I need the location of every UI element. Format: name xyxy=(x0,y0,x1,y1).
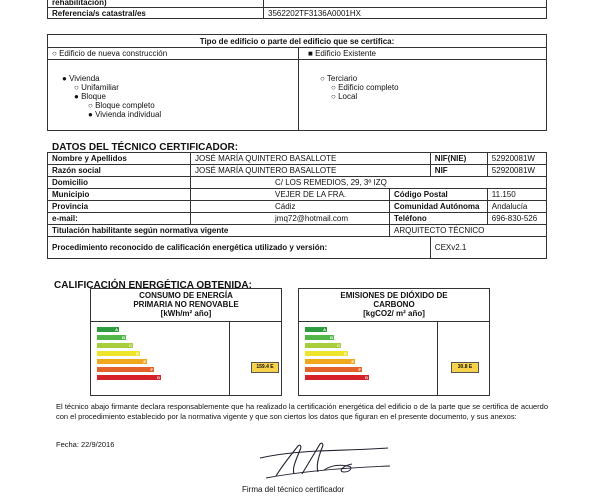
consumo-header-1: CONSUMO DE ENERGÍA xyxy=(139,291,233,300)
band-letter: D xyxy=(136,351,139,356)
technician-section-title: DATOS DEL TÉCNICO CERTIFICADOR: xyxy=(52,142,239,153)
declaration-text: El técnico abajo firmante declara responsablemente que ha realizado la certificación energética del edificio o de la parte que se certifica de acuerdo con el procedimiento establecido por la normativa vigente y que son ciertos los datos que figuran en el presente documento, y sus anexos: xyxy=(56,402,548,421)
firma-label: Firma del técnico certificador xyxy=(242,485,345,494)
radio-filled-icon: ■ xyxy=(308,49,313,58)
provincia-value: Cádiz xyxy=(191,201,390,213)
email-value: jmq72@hotmail.com xyxy=(191,213,390,225)
bullet-filled-icon: ● xyxy=(74,92,79,101)
cp-label: Código Postal xyxy=(390,189,488,201)
radio-empty-icon: ○ xyxy=(331,83,336,92)
consumo-panel xyxy=(90,288,282,396)
band-b xyxy=(97,335,126,340)
emisiones-panel xyxy=(298,288,490,396)
emisiones-header-1: EMISIONES DE DIÓXIDO DE xyxy=(340,291,448,300)
comunidad-value: Andalucía xyxy=(487,201,546,213)
nif-label: NIF xyxy=(430,165,487,177)
band-a xyxy=(97,327,119,332)
municipio-value: VEJER DE LA FRA. xyxy=(191,189,390,201)
email-label: e-mail: xyxy=(48,213,191,225)
bullet-filled-icon: ● xyxy=(62,74,67,83)
procedimiento-label: Procedimiento reconocido de calificación energética utilizado y versión: xyxy=(48,237,431,259)
band-letter: G xyxy=(364,375,368,380)
nif-value: 52920081W xyxy=(487,165,546,177)
cp-value: 11.150 xyxy=(487,189,546,201)
procedimiento-value: CEXv2.1 xyxy=(430,237,546,259)
consumo-value-box: 159.4 E xyxy=(251,362,279,373)
name-label: Nombre y Apellidos xyxy=(48,153,191,165)
razon-value: JOSÉ MARÍA QUINTERO BASALLOTE xyxy=(191,165,431,177)
nif-nie-label: NIF(NIE) xyxy=(430,153,487,165)
band-letter: A xyxy=(115,327,118,332)
option-existing[interactable]: ■ Edificio Existente xyxy=(308,49,376,58)
band-letter: F xyxy=(358,367,361,372)
radio-empty-icon: ○ xyxy=(320,74,325,83)
band-letter: E xyxy=(143,359,146,364)
signature-image xyxy=(258,436,398,484)
provincia-label: Provincia xyxy=(48,201,191,213)
band-letter: C xyxy=(337,343,340,348)
band-b xyxy=(305,335,334,340)
cadastral-table xyxy=(47,0,547,19)
band-a xyxy=(305,327,327,332)
consumo-scale xyxy=(97,325,227,391)
razon-label: Razón social xyxy=(48,165,191,177)
band-d xyxy=(97,351,140,356)
ref-label: Referencia/s catastral/es xyxy=(48,8,264,19)
rating-section-title: CALIFICACIÓN ENERGÉTICA OBTENIDA: xyxy=(54,280,252,291)
rehab-value xyxy=(264,0,547,8)
radio-empty-icon: ○ xyxy=(74,83,79,92)
band-e xyxy=(305,359,355,364)
nif-nie-value: 52920081W xyxy=(487,153,546,165)
consumo-header-2: PRIMARIA NO RENOVABLE xyxy=(133,300,239,309)
option-bloque[interactable]: ● Bloque xyxy=(74,92,106,101)
domicilio-label: Domicilio xyxy=(48,177,191,189)
consumo-unit: [kWh/m² año] xyxy=(160,309,212,318)
bullet-filled-icon: ● xyxy=(88,110,93,119)
option-edificio-completo[interactable]: ○ Edificio completo xyxy=(331,83,399,92)
radio-empty-icon: ○ xyxy=(52,49,57,58)
name-value: JOSÉ MARÍA QUINTERO BASALLOTE xyxy=(191,153,431,165)
fecha-label: Fecha: 22/9/2016 xyxy=(56,440,115,449)
band-e xyxy=(97,359,147,364)
building-type-box xyxy=(47,34,547,131)
band-letter: B xyxy=(122,335,125,340)
option-local[interactable]: ○ Local xyxy=(331,92,358,101)
option-vivienda[interactable]: ● Vivienda xyxy=(62,74,100,83)
option-vivienda-individual[interactable]: ● Vivienda individual xyxy=(88,110,162,119)
emisiones-scale xyxy=(305,325,435,391)
band-g xyxy=(97,375,161,380)
band-letter: A xyxy=(323,327,326,332)
band-letter: C xyxy=(129,343,132,348)
option-bloque-completo[interactable]: ○ Bloque completo xyxy=(88,101,155,110)
band-letter: E xyxy=(351,359,354,364)
building-type-header: Tipo de edificio o parte del edificio que se certifica: xyxy=(199,37,395,46)
titulacion-value: ARQUITECTO TÉCNICO xyxy=(390,225,547,237)
band-letter: F xyxy=(150,367,153,372)
comunidad-label: Comunidad Autónoma xyxy=(390,201,488,213)
band-f xyxy=(305,367,362,372)
option-terciario[interactable]: ○ Terciario xyxy=(320,74,358,83)
radio-empty-icon: ○ xyxy=(88,101,93,110)
band-c xyxy=(97,343,133,348)
technician-table xyxy=(47,152,547,259)
ref-value: 3562202TF3136A0001HX xyxy=(264,8,547,19)
titulacion-label: Titulación habilitante según normativa vigente xyxy=(48,225,390,237)
emisiones-unit: [kgCO2/ m² año] xyxy=(363,309,425,318)
band-c xyxy=(305,343,341,348)
band-f xyxy=(97,367,154,372)
band-d xyxy=(305,351,348,356)
band-letter: B xyxy=(330,335,333,340)
option-unifamiliar[interactable]: ○ Unifamiliar xyxy=(74,83,119,92)
option-new-construction[interactable]: ○ Edificio de nueva construcción xyxy=(52,49,168,58)
band-letter: D xyxy=(344,351,347,356)
telefono-value: 696-830-526 xyxy=(487,213,546,225)
band-g xyxy=(305,375,369,380)
emisiones-header-2: CARBONO xyxy=(373,300,415,309)
radio-empty-icon: ○ xyxy=(331,92,336,101)
municipio-label: Municipio xyxy=(48,189,191,201)
rehab-label: rehabilitación) xyxy=(48,0,264,8)
band-letter: G xyxy=(156,375,160,380)
emisiones-value-box: 30.8 E xyxy=(451,362,479,373)
telefono-label: Teléfono xyxy=(390,213,488,225)
domicilio-value: C/ LOS REMEDIOS, 29, 3º IZQ xyxy=(191,177,547,189)
